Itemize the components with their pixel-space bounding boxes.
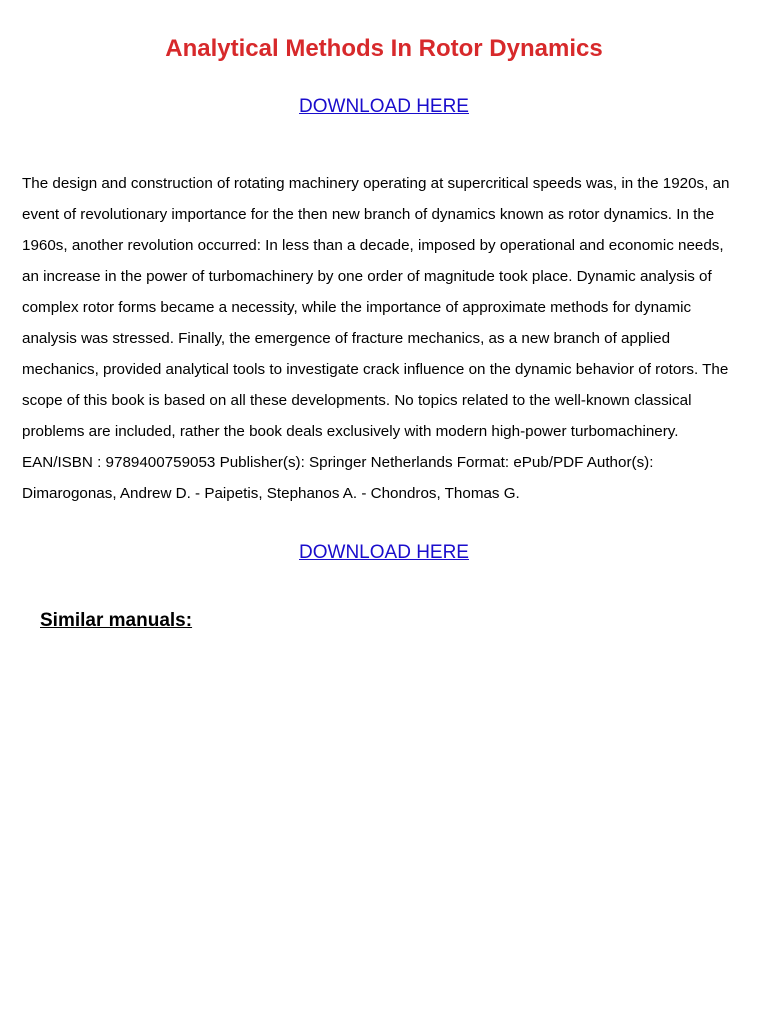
download-link-top-container	[0, 94, 768, 120]
download-link-bottom-container	[0, 540, 768, 566]
description-line: complex rotor forms became a necessity, while the importance of approximate methods for dynamic	[22, 299, 692, 316]
description-line: mechanics, provided analytical tools to investigate crack influence on the dynamic behavior of rotors. The	[22, 361, 729, 378]
description-line: 1960s, another revolution occurred: In less than a decade, imposed by operational and economic needs,	[22, 237, 724, 254]
description-line: analysis was stressed. Finally, the emergence of fracture mechanics, as a new branch of applied	[22, 330, 671, 347]
description-line: problems are included, rather the book deals exclusively with modern high-power turbomachinery.	[22, 423, 679, 440]
page-title: Analytical Methods In Rotor Dynamics	[165, 35, 603, 62]
description-line: an increase in the power of turbomachinery by one order of magnitude took place. Dynamic analysis of	[22, 268, 712, 285]
description-line: The design and construction of rotating machinery operating at supercritical speeds was, in the 1920s, an	[22, 175, 730, 192]
book-description	[22, 168, 752, 509]
download-link-bottom[interactable]: DOWNLOAD HERE	[299, 542, 469, 563]
description-line: Dimarogonas, Andrew D. - Paipetis, Stephanos A. - Chondros, Thomas G.	[22, 485, 520, 502]
download-link-top[interactable]: DOWNLOAD HERE	[299, 96, 469, 117]
description-line: EAN/ISBN : 9789400759053 Publisher(s): Springer Netherlands Format: ePub/PDF Author(s):	[22, 454, 654, 471]
description-line: event of revolutionary importance for the then new branch of dynamics known as rotor dynamics. In the	[22, 206, 715, 223]
similar-manuals-heading: Similar manuals:	[40, 610, 193, 631]
description-line: scope of this book is based on all these developments. No topics related to the well-known classical	[22, 392, 692, 409]
